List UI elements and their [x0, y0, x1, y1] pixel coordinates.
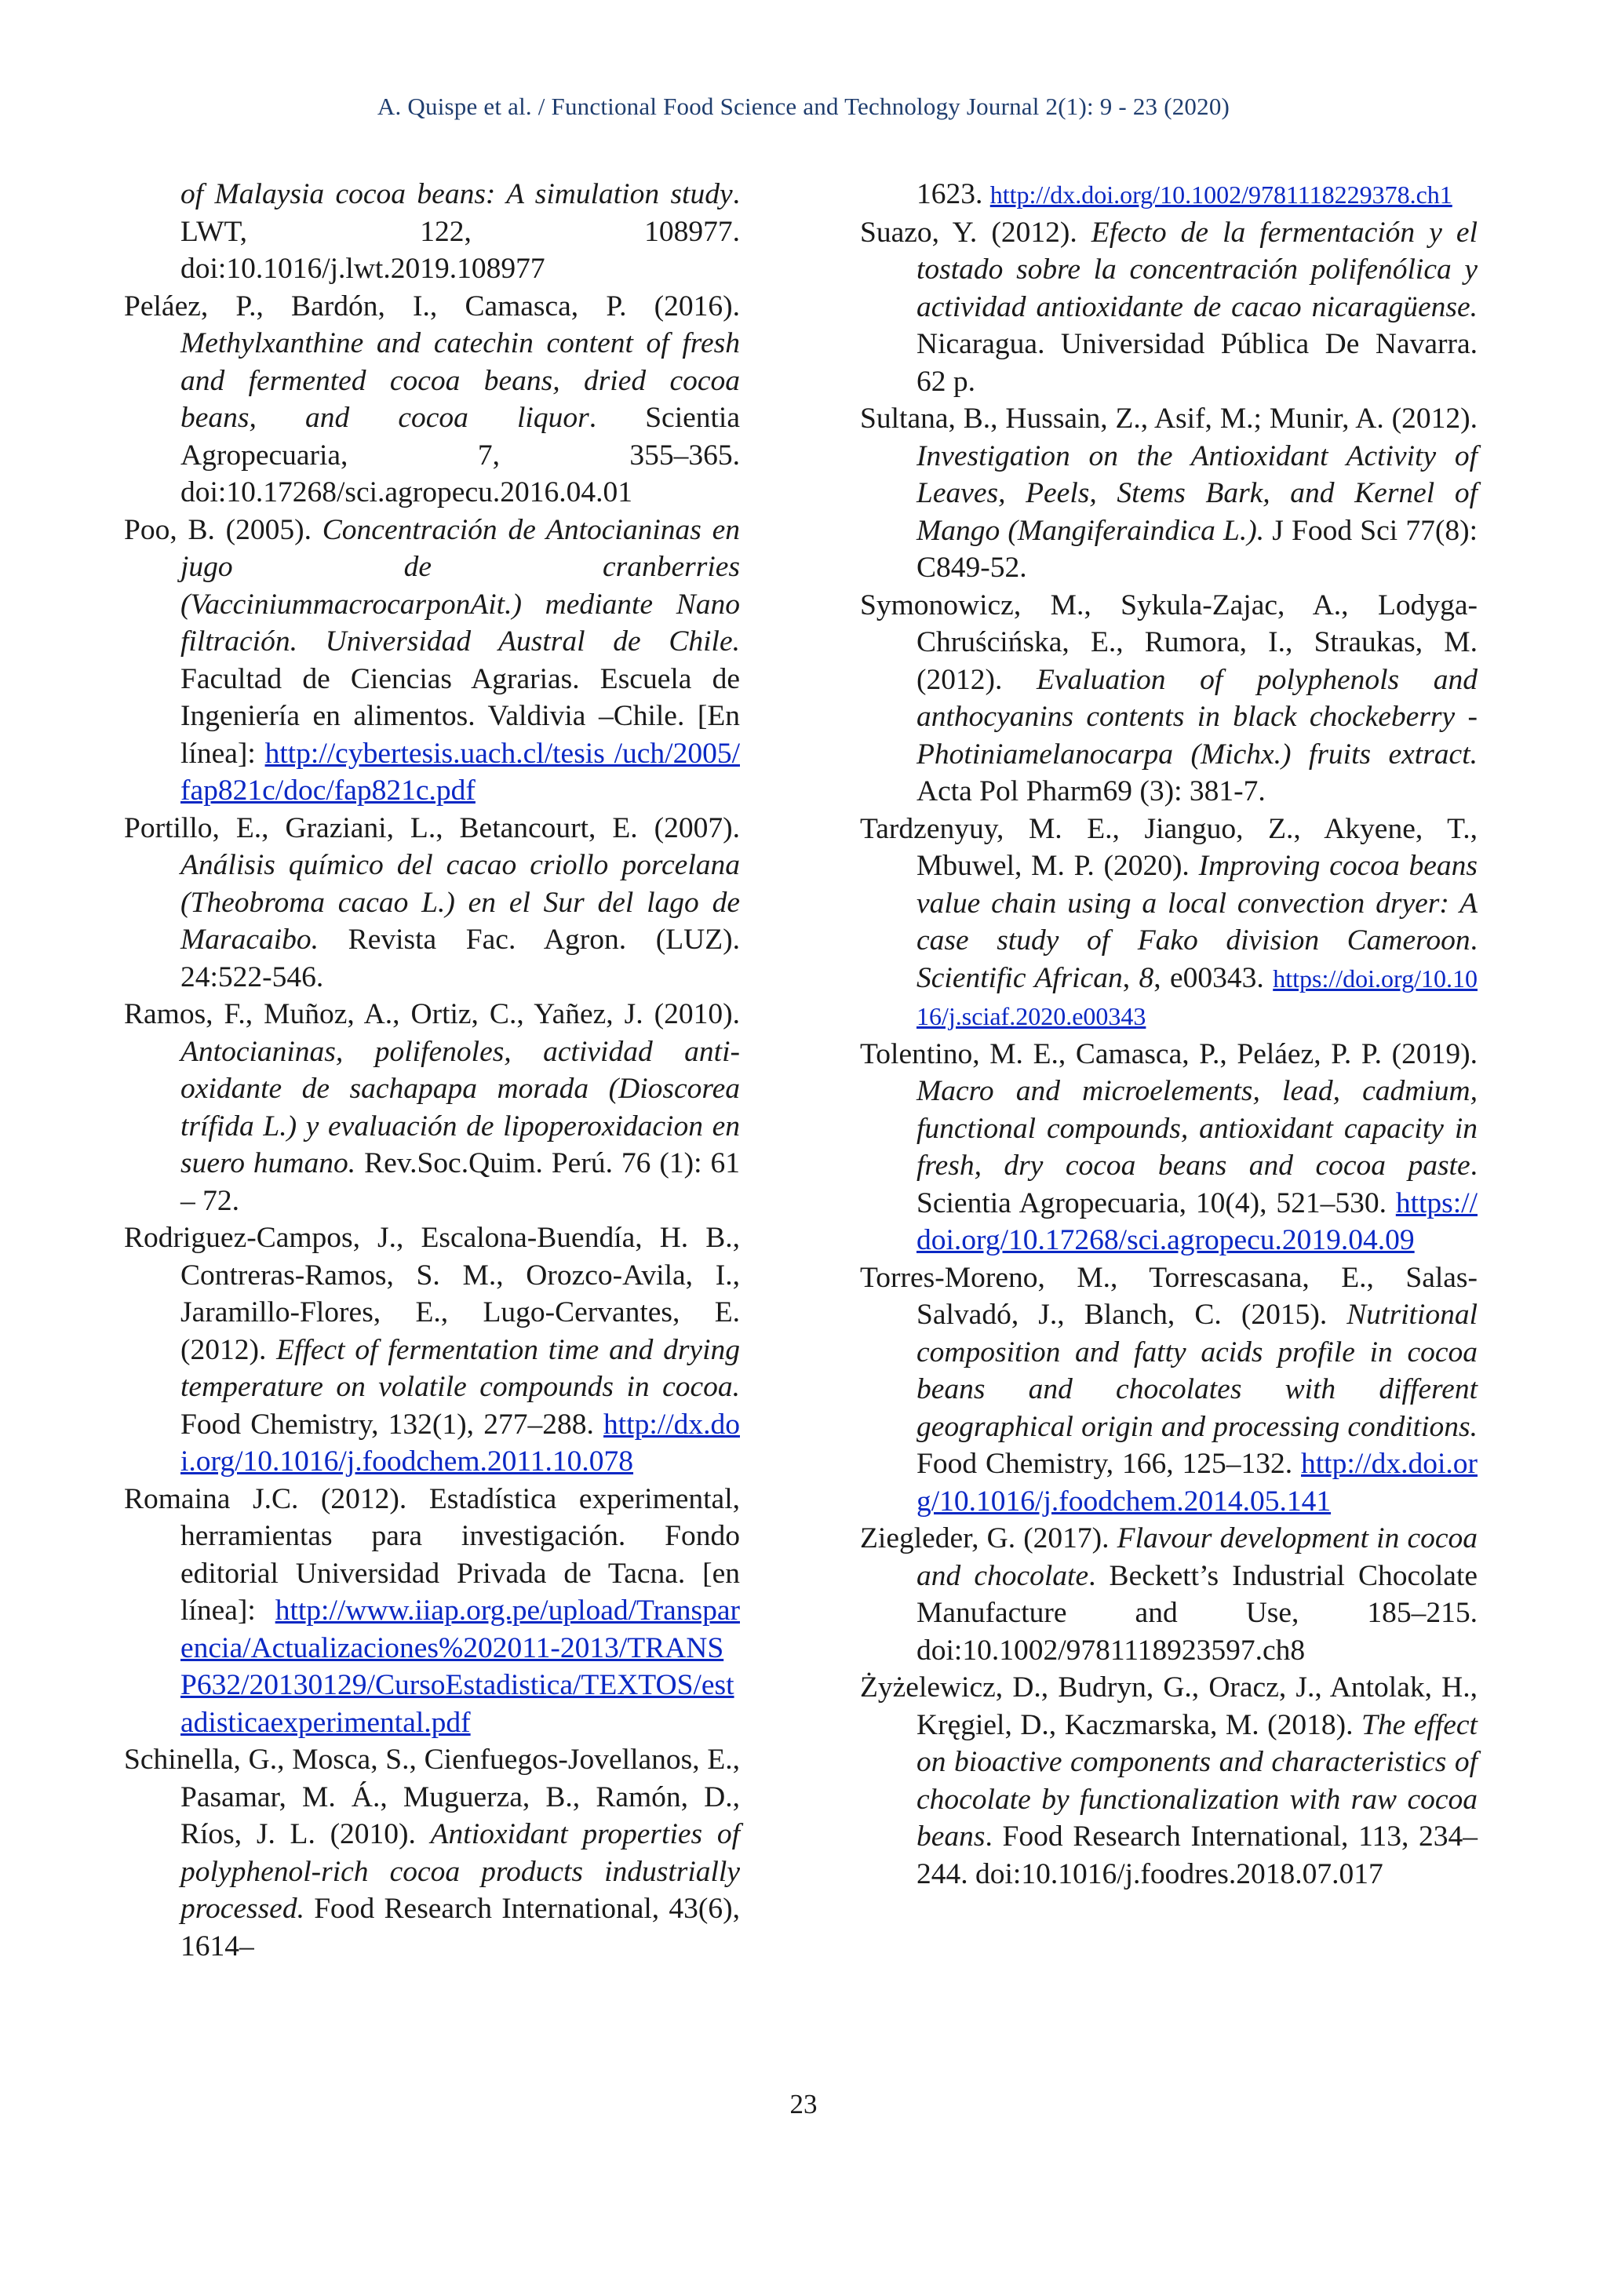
- reference-entry: [124, 810, 740, 997]
- reference-entry: [124, 176, 740, 288]
- reference-text: .: [1470, 924, 1478, 957]
- reference-entry: [124, 1741, 740, 1965]
- reference-link[interactable]: https://doi.org/10.1016/j.sciaf.2020.e00343: [916, 964, 1478, 1030]
- reference-link[interactable]: http://dx.doi.org/10.1016/j.foodchem.2014.05.141: [916, 1448, 1478, 1518]
- references-left-column: [124, 176, 740, 1965]
- references-right-column: [860, 176, 1478, 1893]
- reference-entry: [124, 1481, 740, 1742]
- running-header: A. Quispe et al. / Functional Food Science and Technology Journal 2(1): 9 - 23 (2020): [377, 93, 1230, 120]
- reference-text: Food Chemistry, 166, 125–132.: [916, 1448, 1301, 1480]
- reference-title: Evaluation of polyphenols and anthocyanins contents in black chockeberry - Photiniamelanocarpa (Michx.) fruits extract.: [916, 663, 1478, 771]
- reference-text: Poo, B. (2005).: [124, 513, 322, 546]
- reference-text: . LWT, 122, 108977. doi:10.1016/j.lwt.2019.108977: [180, 178, 740, 285]
- reference-entry: [124, 1219, 740, 1481]
- reference-title: 8: [1139, 961, 1154, 994]
- reference-text: . Scientia Agropecuaria, 10(4), 521–530.: [916, 1150, 1478, 1219]
- reference-entry: [860, 1259, 1478, 1521]
- page-number: 23: [789, 2089, 818, 2119]
- reference-title: Efecto de la fermentación y el tostado sobre la concentración polifenólica y actividad antioxidante de cacao nicaragüense.: [916, 216, 1478, 323]
- reference-text: , e00343.: [1153, 961, 1274, 994]
- reference-entry: [860, 587, 1478, 811]
- reference-text: Rev.Soc.Quim. Perú. 76 (1): 61 – 72.: [180, 1147, 740, 1217]
- reference-title: Concentración de Antocianinas en jugo de cranberries (VacciniummacrocarponAit.) mediante Nano filtración. Universidad Austral de Chile.: [180, 513, 741, 658]
- reference-text: . Scientia Agropecuaria, 7, 355–365. doi:10.17268/sci.agropecu.2016.04.01: [180, 402, 740, 508]
- reference-title: Análisis químico del cacao criollo porcelana (Theobroma cacao L.) en el Sur del lago de Maracaibo.: [180, 849, 740, 956]
- reference-link[interactable]: http://dx.doi.org/10.1016/j.foodchem.2011.10.078: [180, 1408, 740, 1478]
- reference-title: Antioxidant properties of polyphenol-rich cocoa products industrially processed.: [180, 1818, 740, 1925]
- reference-text: . Beckett’s Industrial Chocolate Manufacture and Use, 185–215. doi:10.1002/9781118923597.ch8: [916, 1559, 1478, 1667]
- reference-text: 1623.: [916, 178, 990, 210]
- reference-entry: [860, 1520, 1478, 1669]
- reference-entry: [124, 996, 740, 1219]
- reference-text: Facultad de Ciencias Agrarias. Escuela de Ingeniería en alimentos. Valdivia –Chile. [En línea]:: [180, 662, 740, 770]
- reference-text: Ramos, F., Muñoz, A., Ortiz, C., Yañez, J. (2010).: [124, 998, 740, 1030]
- reference-entry: [860, 176, 1478, 214]
- reference-text: Food Chemistry, 132(1), 277–288.: [180, 1408, 604, 1441]
- reference-text: Suazo, Y. (2012).: [860, 216, 1091, 249]
- reference-link[interactable]: http://cybertesis.uach.cl/tesis /uch/2005/fap821c/doc/fap821c.pdf: [180, 737, 740, 807]
- reference-text: Romaina J.C. (2012). Estadística experimental, herramientas para investigación. Fondo editorial Universidad Privada de Tacna. [en línea]:: [124, 1482, 740, 1627]
- reference-text: Symonowicz, M., Sykula-Zajac, A., Lodyga-Chruścińska, E., Rumora, I., Straukas, M. (2012).: [860, 589, 1478, 696]
- reference-entry: [860, 400, 1478, 587]
- reference-text: Acta Pol Pharm69 (3): 381-7.: [916, 775, 1266, 807]
- reference-title: Methylxanthine and catechin content of fresh and fermented cocoa beans, dried cocoa beans, and cocoa liquor: [180, 327, 740, 434]
- reference-entry: [860, 1036, 1478, 1259]
- reference-title: Antocianinas, polifenoles, actividad anti-oxidante de sachapapa morada (Dioscorea trífida L.) y evaluación de lipoperoxidacion en suero humano.: [180, 1035, 740, 1179]
- reference-entry: [860, 214, 1478, 401]
- reference-text: Portillo, E., Graziani, L., Betancourt, E. (2007).: [124, 811, 740, 844]
- reference-text: J Food Sci 77(8): C849-52.: [916, 514, 1478, 584]
- reference-title: of Malaysia cocoa beans: A simulation study: [180, 178, 733, 210]
- reference-entry: [860, 811, 1478, 1036]
- reference-link[interactable]: http://dx.doi.org/10.1002/9781118229378.ch1: [989, 180, 1452, 209]
- reference-link[interactable]: http://www.iiap.org.pe/upload/Transparencia/Actualizaciones%202011-2013/TRANSP632/20130129/CursoEstadistica/TEXTOS/estadisticaexperimental.pdf: [180, 1594, 740, 1739]
- reference-entry: [124, 288, 740, 512]
- reference-title: Macro and microelements, lead, cadmium, functional compounds, antioxidant capacity in fresh, dry cocoa beans and cocoa paste: [916, 1075, 1478, 1182]
- reference-text: Tolentino, M. E., Camasca, P., Peláez, P. P. (2019).: [860, 1037, 1478, 1070]
- reference-title: Scientific African: [916, 961, 1123, 994]
- reference-text: Sultana, B., Hussain, Z., Asif, M.; Munir, A. (2012).: [860, 403, 1478, 435]
- reference-text: Revista Fac. Agron. (LUZ). 24:522-546.: [180, 924, 740, 993]
- reference-text: ,: [1122, 961, 1139, 994]
- reference-text: Tardzenyuy, M. E., Jianguo, Z., Akyene, T., Mbuwel, M. P. (2020).: [860, 812, 1478, 882]
- reference-entry: [124, 512, 740, 810]
- reference-text: Ziegleder, G. (2017).: [860, 1522, 1117, 1554]
- reference-title: Nutritional composition and fatty acids profile in cocoa beans and chocolates with different geographical origin and processing conditions.: [916, 1299, 1478, 1443]
- reference-title: Investigation on the Antioxidant Activity of Leaves, Peels, Stems Bark, and Kernel of Mango (Mangiferaindica L.).: [916, 439, 1478, 547]
- reference-link[interactable]: https://doi.org/10.17268/sci.agropecu.2019.04.09: [916, 1186, 1478, 1256]
- reference-text: Food Research International, 43(6), 1614–: [180, 1893, 740, 1963]
- reference-title: Effect of fermentation time and drying temperature on volatile compounds in cocoa.: [180, 1333, 740, 1403]
- reference-text: . Food Research International, 113, 234–244. doi:10.1016/j.foodres.2018.07.017: [916, 1820, 1478, 1890]
- reference-title: Flavour development in cocoa and chocolate: [916, 1522, 1478, 1592]
- reference-title: Improving cocoa beans value chain using a local convection dryer: A case study of Fako division Cameroon: [916, 850, 1478, 957]
- reference-text: Nicaragua. Universidad Pública De Navarra. 62 p.: [916, 328, 1478, 398]
- reference-text: Żyżelewicz, D., Budryn, G., Oracz, J., Antolak, H., Kręgiel, D., Kaczmarska, M. (2018).: [860, 1671, 1478, 1741]
- reference-text: Rodriguez-Campos, J., Escalona-Buendía, H. B., Contreras-Ramos, S. M., Orozco-Avila, I., Jaramillo-Flores, E., Lugo-Cervantes, E. (2012).: [124, 1222, 740, 1366]
- reference-text: Schinella, G., Mosca, S., Cienfuegos-Jovellanos, E., Pasamar, M. Á., Muguerza, B., Ramón, D., Ríos, J. L. (2010).: [124, 1744, 740, 1850]
- reference-title: The effect on bioactive components and characteristics of chocolate by functionalization with raw cocoa beans: [916, 1708, 1478, 1853]
- reference-text: Torres-Moreno, M., Torrescasana, E., Salas-Salvadó, J., Blanch, C. (2015).: [860, 1261, 1478, 1331]
- reference-entry: [860, 1669, 1478, 1893]
- reference-text: Peláez, P., Bardón, I., Camasca, P. (2016).: [124, 290, 740, 323]
